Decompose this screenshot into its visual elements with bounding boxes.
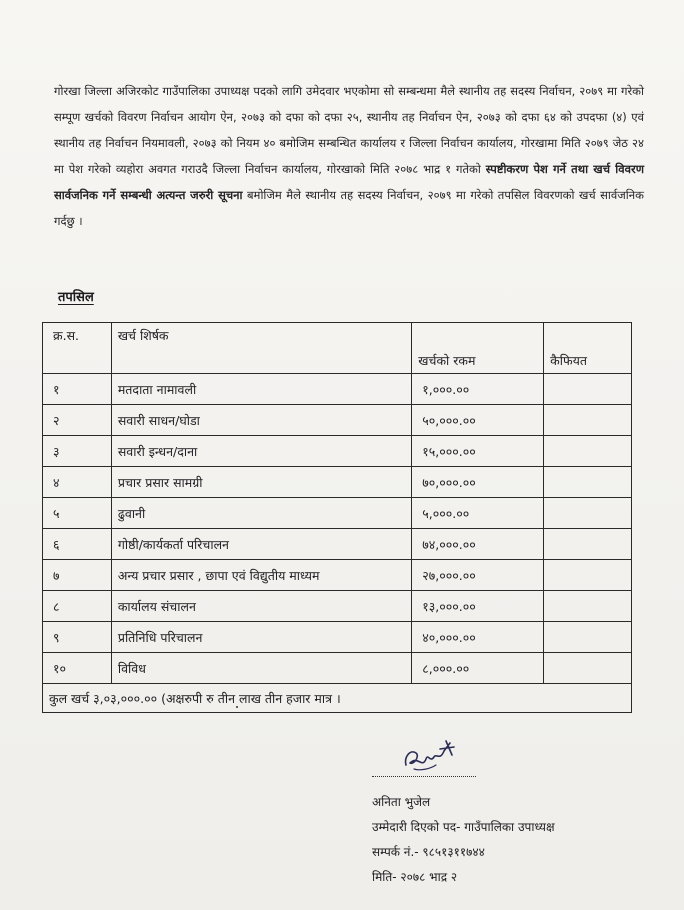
header-remarks: कैफियत [544,323,632,374]
row-sn: ९ [43,622,112,653]
row-sn: १ [43,374,112,405]
total-text: कुल खर्च ३,०३,०००.०० (अक्षरुपी रु तीन लाख तीन हजार मात्र । [43,684,632,713]
table-row [43,653,632,684]
intro-text-before: गोरखा जिल्ला अजिरकोट गाउँपालिका उपाध्यक्ष पदको लागि उमेदवार भएकोमा सो सम्बन्धमा मैले स्थानीय तह सदस्य निर्वाचन, २०७९ मा गरेको सम्पूण खर्चको विवरण निर्वाचन आयोग ऐन, २०७३ को दफा को दफा २५, स्थानीय तह निर्वाचन ऐन, २०७३ को दफा ६४ को उपदफा (४) एवं स्थानीय तह निर्वाचन नियमावली, २०७३ को नियम ४० बमोजिम सम्बन्धित कार्यालय र जिल्ला निर्वाचन कार्यालय, गोरखामा मिति २०७९ जेठ २४ मा पेश गरेको व्यहोरा अवगत गराउदै जिल्ला निर्वाचन कार्यालय, गोरखाको मिति २०७८ भाद्र १ गतेको [54,84,644,176]
row-sn: ४ [43,467,112,498]
row-sn: ८ [43,591,112,622]
table-row [43,591,632,622]
row-heading: अन्य प्रचार प्रसार , छापा एवं विद्युतीय माध्यम [111,560,411,591]
table-row [43,405,632,436]
table-header-row [43,323,632,374]
row-remarks [544,560,632,591]
row-heading: ढुवानी [111,498,411,529]
header-amount: खर्चको रकम [412,323,544,374]
row-remarks [544,498,632,529]
row-remarks [544,467,632,498]
header-heading: खर्च शिर्षक [111,323,411,374]
intro-bold-notice: स्पष्टीकरण पेश गर्ने तथा खर्च विवरण सार्वजनिक गर्ने सम्बन्धी अत्यन्त जरुरी सूचना [54,162,645,202]
row-sn: २ [43,405,112,436]
row-amount: २७,०००.०० [412,560,544,591]
row-remarks [544,653,632,684]
row-heading: सवारी साधन/घोडा [111,405,411,436]
row-sn: ६ [43,529,112,560]
row-heading: सवारी इन्धन/दाना [111,436,411,467]
signer-name: अनिता भुजेल [372,795,431,809]
table-row [43,560,632,591]
intro-paragraph [54,78,644,234]
row-heading: मतदाता नामावली [111,374,411,405]
signer-contact: सम्पर्क नं.- ९८५१३११७४४ [372,845,485,859]
row-heading: गोष्ठी/कार्यकर्ता परिचालन [111,529,411,560]
row-sn: ३ [43,436,112,467]
row-remarks [544,405,632,436]
section-title: तपसिल [58,290,94,305]
row-remarks [544,591,632,622]
intro-text-after: बमोजिम मैले स्थानीय तह सदस्य निर्वाचन, २०७९ मा गरेको तपसिल विवरणको खर्च सार्वजनिक गर्दछु । [54,188,644,228]
row-heading: प्रतिनिधि परिचालन [111,622,411,653]
table-row [43,436,632,467]
row-amount: ७४,०००.०० [412,529,544,560]
intro-text [54,78,644,234]
table-row [43,374,632,405]
table-row [43,498,632,529]
signer-block [372,790,555,890]
total-row [43,684,632,713]
row-heading: प्रचार प्रसार सामग्री [111,467,411,498]
row-remarks [544,436,632,467]
row-amount: ७०,०००.०० [412,467,544,498]
row-amount: ८,०००.०० [412,653,544,684]
row-heading: विविध [111,653,411,684]
row-sn: ७ [43,560,112,591]
row-sn: १० [43,653,112,684]
row-amount: १,०००.०० [412,374,544,405]
row-remarks [544,622,632,653]
table-row [43,467,632,498]
row-remarks [544,374,632,405]
signature-line [372,776,476,777]
handwritten-signature [400,735,460,779]
stray-dot [236,706,238,708]
row-remarks [544,529,632,560]
expense-table [42,322,632,713]
table-row [43,529,632,560]
row-amount: १५,०००.०० [412,436,544,467]
row-sn: ५ [43,498,112,529]
header-sn: क्र.स. [43,323,112,374]
row-amount: ५,०००.०० [412,498,544,529]
table-row [43,622,632,653]
signer-date: मिति- २०७८ भाद्र २ [372,870,458,884]
row-amount: ५०,०००.०० [412,405,544,436]
row-amount: ४०,०००.०० [412,622,544,653]
signer-post: उम्मेदारी दिएको पद- गाउँपालिका उपाध्यक्ष [372,820,555,834]
row-amount: १३,०००.०० [412,591,544,622]
row-heading: कार्यालय संचालन [111,591,411,622]
